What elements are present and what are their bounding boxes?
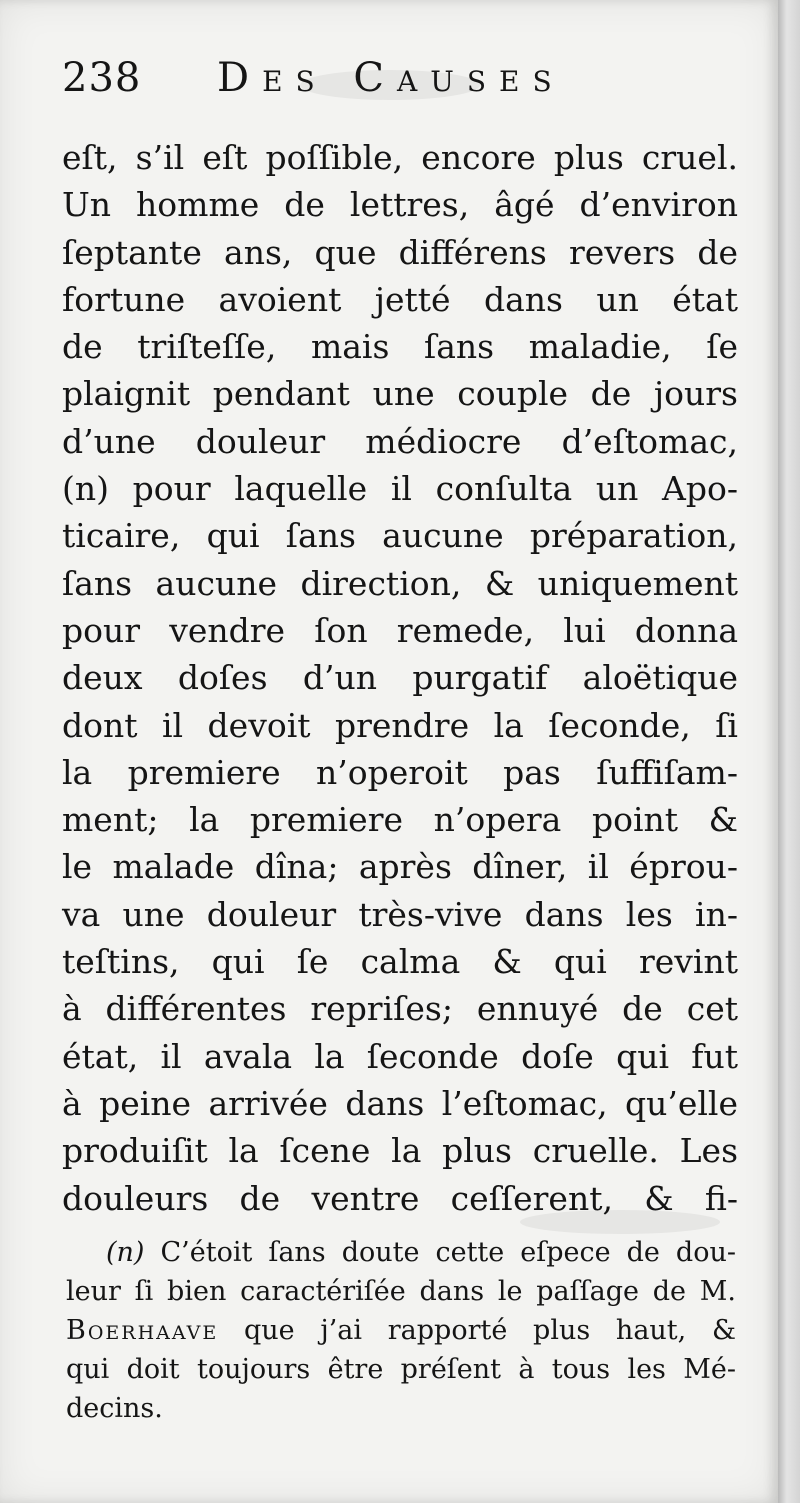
text-line: produiſit la ſcene la plus cruelle. Les bbox=[62, 1131, 738, 1171]
text-line: Un homme de lettres, âgé d’environ bbox=[62, 185, 738, 225]
page-edge bbox=[778, 0, 800, 1503]
text-line: ſans aucune direction, & uniquement bbox=[62, 563, 738, 603]
text-line: pour vendre ſon remede, lui donna bbox=[62, 610, 738, 650]
text-line: le malade dîna; après dîner, il éprou- bbox=[62, 847, 738, 887]
footnote bbox=[66, 1233, 736, 1428]
footnote-line: decins. bbox=[66, 1393, 163, 1424]
text-line: deux doſes d’un purgatif aloëtique bbox=[62, 658, 738, 698]
footnote-text: que j’ai rapporté plus haut, & bbox=[218, 1315, 736, 1346]
running-head: Des Causes bbox=[217, 55, 565, 101]
footnote-marker: (n) bbox=[106, 1237, 145, 1268]
text-line: de triſteſſe, mais ſans maladie, ſe bbox=[62, 327, 738, 367]
text-line: d’une douleur médiocre d’eſtomac, bbox=[62, 421, 738, 461]
text-line: va une douleur très-vive dans les in- bbox=[62, 894, 738, 934]
text-line: douleurs de ventre ceſſerent, & fi- bbox=[62, 1178, 738, 1218]
footnote-line: qui doit toujours être préſent à tous les Mé- bbox=[66, 1354, 736, 1385]
page-number: 238 bbox=[62, 55, 142, 101]
page-header bbox=[62, 48, 742, 108]
text-line: à peine arrivée dans l’eſtomac, qu’elle bbox=[62, 1083, 738, 1123]
footnote-line bbox=[66, 1311, 736, 1350]
text-line: fortune avoient jetté dans un état bbox=[62, 279, 738, 319]
text-line: dont il devoit prendre la ſeconde, ſi bbox=[62, 705, 738, 745]
text-line: teſtins, qui ſe calma & qui revint bbox=[62, 942, 738, 982]
footnote-line: leur ſi bien caractériſée dans le paſſage de M. bbox=[66, 1276, 736, 1307]
footnote-line bbox=[66, 1233, 736, 1272]
text-line: ſeptante ans, que différens revers de bbox=[62, 232, 738, 272]
text-line: la premiere n’operoit pas ſuffiſam- bbox=[62, 752, 738, 792]
text-line: ment; la premiere n’opera point & bbox=[62, 800, 738, 840]
text-line: eſt, s’il eſt poſſible, encore plus cruel. bbox=[62, 138, 738, 177]
text-line: (n) pour laquelle il conſulta un Apo- bbox=[62, 469, 738, 509]
text-line: plaignit pendant une couple de jours bbox=[62, 374, 738, 414]
text-line: état, il avala la ſeconde doſe qui fut bbox=[62, 1036, 738, 1076]
body-text bbox=[62, 134, 738, 1222]
text-line: à différentes repriſes; ennuyé de cet bbox=[62, 989, 738, 1029]
text-line: ticaire, qui ſans aucune préparation, bbox=[62, 516, 738, 556]
cited-author-name: Boerhaave bbox=[66, 1315, 219, 1346]
footnote-text: C’étoit ſans doute cette eſpece de dou- bbox=[144, 1237, 736, 1268]
